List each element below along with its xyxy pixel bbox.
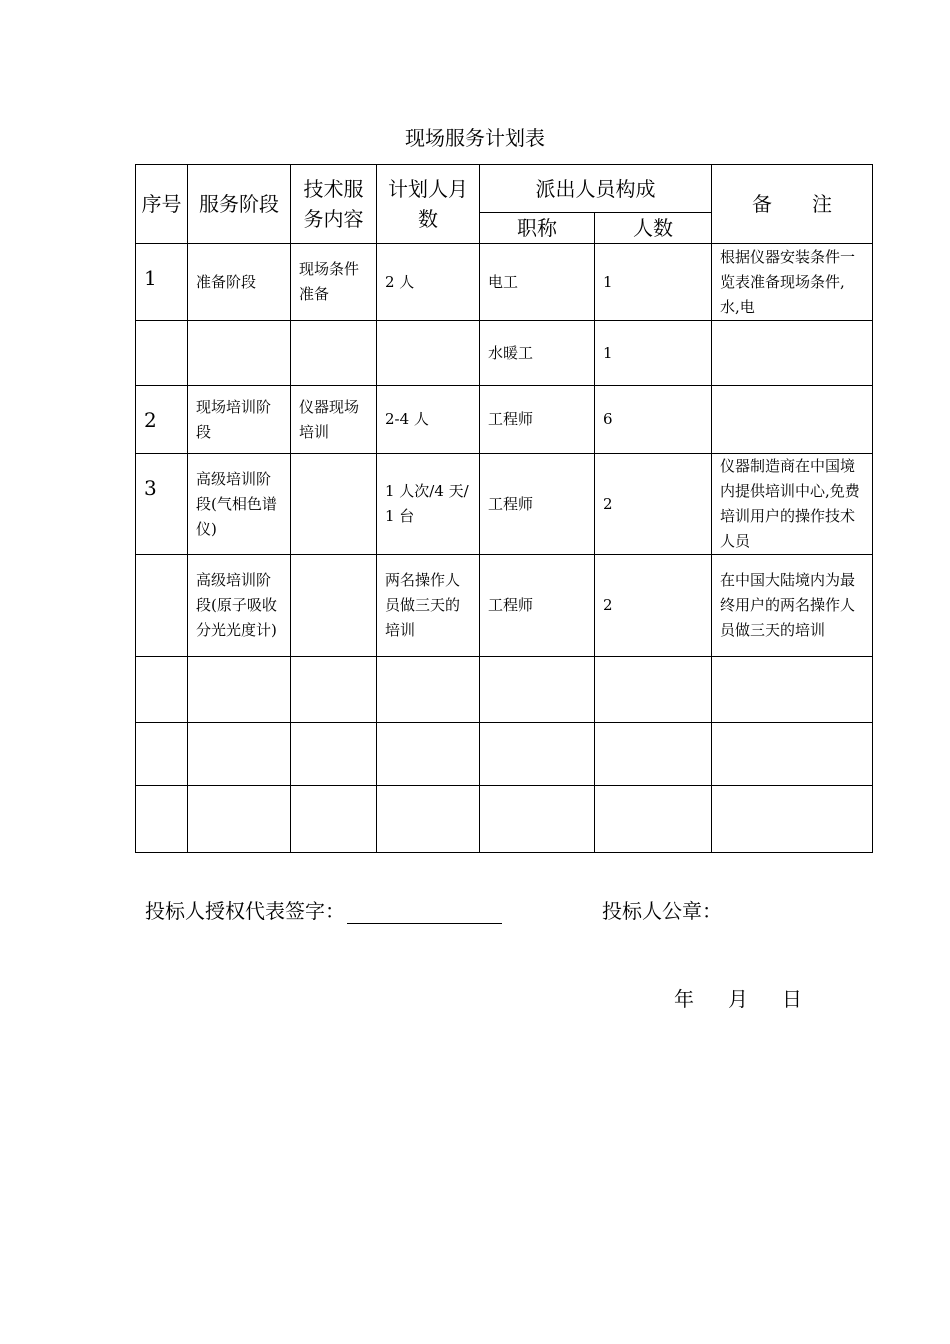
row-seq: 1 <box>136 244 188 321</box>
table-row <box>136 657 873 723</box>
row-stage <box>188 786 291 853</box>
table-row <box>136 723 873 786</box>
signature-label: 投标人授权代表签字： <box>145 899 345 923</box>
row-remark <box>712 786 873 853</box>
row-months <box>377 321 480 386</box>
row-content <box>291 786 377 853</box>
date-line <box>674 983 836 1012</box>
header-remark: 备 注 <box>712 165 873 244</box>
row-title <box>480 723 595 786</box>
signature-line[interactable] <box>347 901 502 924</box>
row-content <box>291 723 377 786</box>
row-title: 电工 <box>480 244 595 321</box>
row-title <box>480 786 595 853</box>
row-stage <box>188 657 291 723</box>
row-content <box>291 454 377 555</box>
row-title: 工程师 <box>480 386 595 454</box>
row-count: 1 <box>595 244 712 321</box>
header-staff-title: 职称 <box>480 213 595 244</box>
row-stage: 现场培训阶段 <box>188 386 291 454</box>
table-row <box>136 321 873 386</box>
row-count <box>595 657 712 723</box>
row-stage: 准备阶段 <box>188 244 291 321</box>
header-staff-count: 人数 <box>595 213 712 244</box>
seal-label: 投标人公章： <box>602 899 722 923</box>
header-content: 技术服务内容 <box>291 165 377 244</box>
row-months: 两名操作人员做三天的培训 <box>377 555 480 657</box>
row-months: 1 人次/4 天/1 台 <box>377 454 480 555</box>
row-title: 工程师 <box>480 454 595 555</box>
row-seq <box>136 723 188 786</box>
row-count: 1 <box>595 321 712 386</box>
row-content: 现场条件准备 <box>291 244 377 321</box>
table-row <box>136 386 873 454</box>
header-stage: 服务阶段 <box>188 165 291 244</box>
row-count: 6 <box>595 386 712 454</box>
row-seq <box>136 657 188 723</box>
row-content <box>291 555 377 657</box>
service-plan-table <box>135 164 873 853</box>
row-stage <box>188 321 291 386</box>
row-seq <box>136 321 188 386</box>
row-months <box>377 786 480 853</box>
row-remark <box>712 386 873 454</box>
table-row <box>136 244 873 321</box>
row-remark: 仪器制造商在中国境内提供培训中心,免费培训用户的操作技术人员 <box>712 454 873 555</box>
row-seq <box>136 786 188 853</box>
row-title: 水暖工 <box>480 321 595 386</box>
row-stage: 高级培训阶段(气相色谱仪) <box>188 454 291 555</box>
page-title: 现场服务计划表 <box>405 126 545 150</box>
date-year: 年 <box>674 987 694 1011</box>
row-seq: 2 <box>136 386 188 454</box>
row-remark <box>712 723 873 786</box>
signature-field <box>145 895 502 924</box>
row-seq <box>136 555 188 657</box>
row-months <box>377 723 480 786</box>
row-content <box>291 321 377 386</box>
table-row <box>136 555 873 657</box>
row-count: 2 <box>595 555 712 657</box>
row-months: 2 人 <box>377 244 480 321</box>
date-month: 月 <box>728 987 748 1011</box>
row-remark: 在中国大陆境内为最终用户的两名操作人员做三天的培训 <box>712 555 873 657</box>
row-remark <box>712 321 873 386</box>
date-day: 日 <box>782 987 802 1011</box>
row-months <box>377 657 480 723</box>
table-row <box>136 786 873 853</box>
row-stage: 高级培训阶段(原子吸收分光光度计) <box>188 555 291 657</box>
row-stage <box>188 723 291 786</box>
row-count <box>595 786 712 853</box>
row-title <box>480 657 595 723</box>
row-count: 2 <box>595 454 712 555</box>
row-remark: 根据仪器安装条件一览表准备现场条件,水,电 <box>712 244 873 321</box>
header-months: 计划人月数 <box>377 165 480 244</box>
row-remark <box>712 657 873 723</box>
table-row <box>136 454 873 555</box>
row-months: 2-4 人 <box>377 386 480 454</box>
row-seq: 3 <box>136 454 188 555</box>
row-count <box>595 723 712 786</box>
row-content: 仪器现场培训 <box>291 386 377 454</box>
header-seq: 序号 <box>136 165 188 244</box>
row-content <box>291 657 377 723</box>
header-staff: 派出人员构成 <box>480 165 712 213</box>
row-title: 工程师 <box>480 555 595 657</box>
